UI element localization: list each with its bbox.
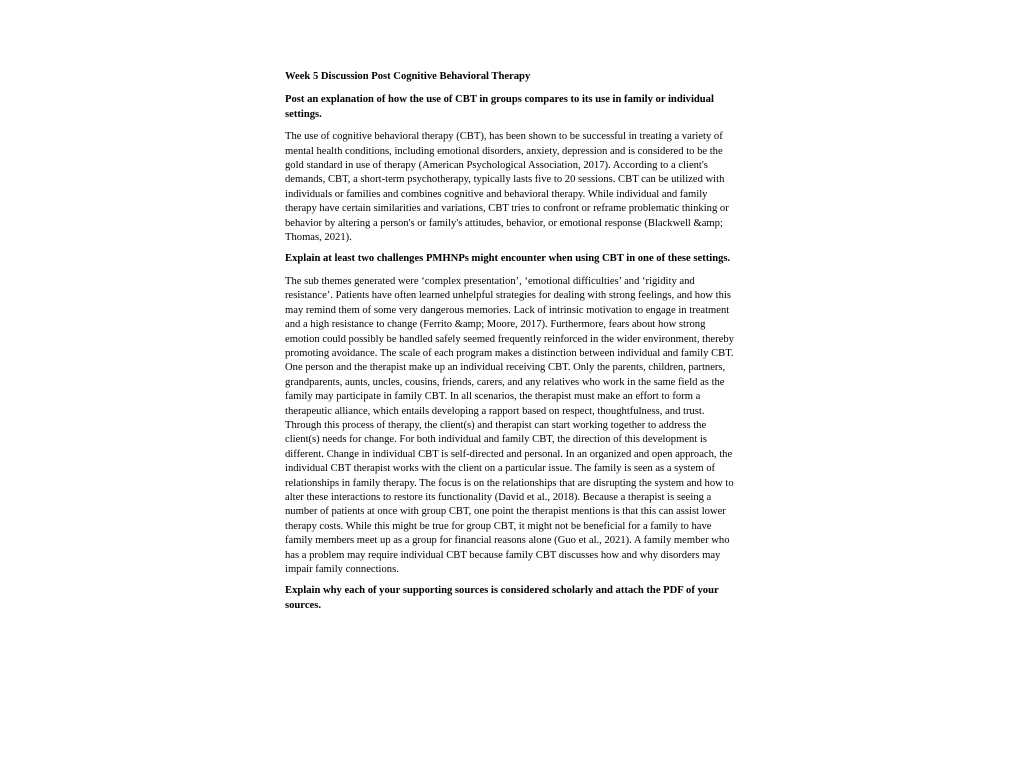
section-body-challenges: The sub themes generated were ‘complex presentation’, ‘emotional difficulties’ and ‘rigidity and resistance’. Patients have often learned unhelpful strategies for dealing with strong feelings, and how this may remind them of some very dangerous memories. Lack of intrinsic motivation to engage in treatment and a high resistance to change (Ferrito &amp; Moore, 2017). Furthermore, fears about how strong emotion could possibly be handled safely seemed frequently reinforced in the wider environment, thereby promoting avoidance. The scale of each program makes a distinction between individual and family CBT. One person and the therapist make up an individual receiving CBT. Only the parents, children, partners, grandparents, aunts, uncles, cousins, friends, carers, and any relatives who work in the same field as the family may participate in family CBT. In all scenarios, the therapist must make an effort to form a therapeutic alliance, which entails developing a rapport based on respect, thoughtfulness, and trust. Through this process of therapy, the client(s) and therapist can start working together to address the client(s) needs for change. For both individual and family CBT, the direction of this development is different. Change in individual CBT is self-directed and personal. In an organized and open approach, the individual CBT therapist works with the client on a particular issue. The family is seen as a system of relationships in family therapy. The focus is on the relationships that are disrupting the system and how to alter these interactions to restore its functionality (David et al., 2018). Because a therapist is seeing a number of patients at once with group CBT, one point the therapist mentions is that this can assist lower therapy costs. While this might be true for group CBT, it might not be beneficial for a family to have family members meet up as a group for financial reasons alone (Guo et al., 2021). A family member who has a problem may require individual CBT because family CBT discusses how and why disorders may impair family connections. xyxy=(285,275,734,575)
document-title: Week 5 Discussion Post Cognitive Behavioral Therapy xyxy=(285,71,531,82)
document-page xyxy=(285,70,741,621)
section-heading-sources: Explain why each of your supporting sources is considered scholarly and attach the PDF of your sources. xyxy=(285,585,719,611)
section-heading-cbt-comparison: Post an explanation of how the use of CBT in groups compares to its use in family or individual settings. xyxy=(285,94,714,120)
section-body-cbt-comparison: The use of cognitive behavioral therapy (CBT), has been shown to be successful in treating a variety of mental health conditions, including emotional disorders, anxiety, depression and is considered to be the gold standard in use of therapy (American Psychological Association, 2017). According to a client's demands, CBT, a short-term psychotherapy, typically lasts five to 20 sessions. CBT can be utilized with individuals or families and combines cognitive and behavioral therapy. While individual and family therapy have certain similarities and variations, CBT tries to confront or reframe problematic thinking or behavior by altering a person's or family's attitudes, behavior, or emotional response (Blackwell &amp; Thomas, 2021). xyxy=(285,131,729,244)
section-heading-challenges: Explain at least two challenges PMHNPs might encounter when using CBT in one of these settings. xyxy=(285,253,731,265)
